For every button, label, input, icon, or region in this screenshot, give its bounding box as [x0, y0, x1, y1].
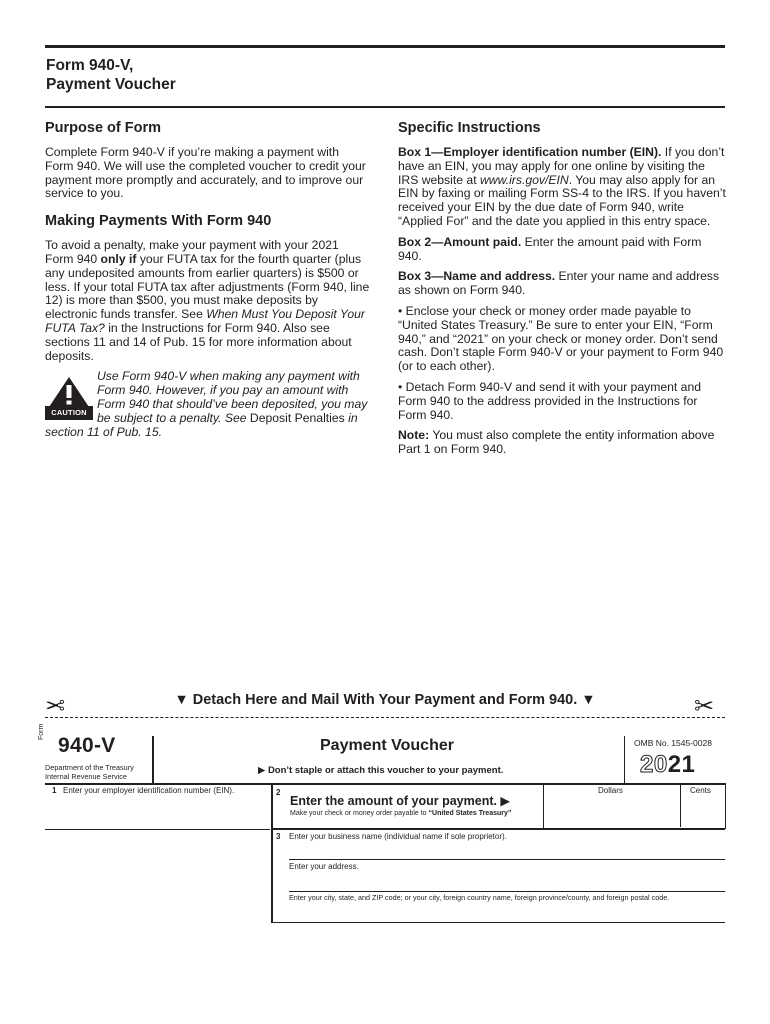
purpose-heading: Purpose of Form: [45, 120, 162, 136]
box2-number: 2: [276, 788, 281, 797]
year-outline-digits: 20: [640, 751, 668, 778]
omb-number: OMB No. 1545-0028: [634, 738, 712, 748]
box3-text: Enter your name and address as shown on Form 940.: [398, 269, 720, 298]
address-label: Enter your address.: [289, 862, 359, 871]
tax-year: [640, 751, 695, 779]
making-payments-text-3: in the Instructions for Form 940. Also see sections 11 and 14 of Pub. 15 for more information about deposits.: [45, 320, 352, 363]
cents-label: Cents: [690, 786, 711, 795]
city-label: Enter your city, state, and ZIP code; or your city, foreign country name, foreign province/county, and foreign postal code.: [289, 893, 670, 902]
box2-label: Box 2—Amount paid.: [398, 234, 522, 249]
address-line: [289, 891, 725, 892]
making-payments-heading: Making Payments With Form 940: [45, 213, 272, 230]
voucher-header-divider-right: [624, 736, 625, 784]
detach-instruction: ▼ Detach Here and Mail With Your Payment and Form 940. ▼: [174, 692, 596, 708]
title-line-1: Form 940-V,: [46, 57, 134, 74]
box1-instructions: [398, 146, 728, 229]
box1-text-a: If you don’t have an EIN, you may apply for one online by visiting the IRS website at: [398, 145, 725, 187]
business-name-line: [289, 859, 725, 860]
amount-prompt: Enter the amount of your payment. ▶: [290, 794, 511, 808]
payable-note: [290, 810, 511, 817]
payable-note-a: Make your check or money order payable to: [290, 810, 429, 817]
box1-underline: [45, 829, 270, 830]
ein-input[interactable]: [45, 796, 270, 828]
department-line-1: Department of the Treasury: [45, 763, 134, 772]
business-name-input[interactable]: [289, 842, 725, 858]
dollars-label: Dollars: [598, 786, 623, 795]
caution-note: [45, 370, 370, 439]
cents-divider: [680, 785, 681, 827]
title-line-2: Payment Voucher: [46, 76, 176, 93]
department-line-2: Internal Revenue Service: [45, 772, 127, 781]
year-solid-digits: 21: [667, 751, 696, 778]
form-word: Form: [38, 723, 45, 740]
making-payments-text: [45, 239, 370, 363]
box1-text-b: . You may also apply for an EIN by faxing or mailing Form SS-4 to the IRS. If you haven’t received your EIN by the due date of Form 940, write “Applied For” and the date you applied in this entry space.: [398, 172, 726, 228]
dont-staple-note: ▶ Don’t staple or attach this voucher to your payment.: [258, 765, 504, 776]
voucher-form-number: 940-V: [58, 734, 116, 757]
purpose-text: Complete Form 940-V if you’re making a payment with Form 940. We will use the completed voucher to credit your payment more promptly and accurately, and to improve our service to you.: [45, 145, 366, 201]
voucher-title: Payment Voucher: [320, 737, 454, 754]
only-if-emphasis: only if: [100, 251, 137, 266]
making-payments-text-2: your FUTA tax for the fourth quarter (plus any undeposited amounts from earlier quarters) is $500 or less. If your total FUTA tax after adjustments (Form 940, line 12) is more than $500, you must make deposits by electronic funds transfer. See: [45, 251, 370, 322]
making-payments-text-1: To avoid a penalty, make your payment with your 2021 Form 940: [45, 238, 339, 266]
detach-dashed-line: [45, 717, 725, 718]
box3-number: 3: [276, 832, 281, 841]
specific-heading: Specific Instructions: [398, 120, 541, 136]
box2-instructions: [398, 236, 728, 264]
business-name-label: Enter your business name (individual name if sole proprietor).: [289, 832, 507, 841]
deposit-reference: When Must You Deposit Your FUTA Tax?: [45, 307, 365, 335]
bullet-enclose: • Enclose your check or money order made payable to “United States Treasury.” Be sure to enter your EIN, “Form 940,” and “2021” on your check or money order. Don’t send cash. Don’t staple Form 940-V or your payment to Form 940 (or to each other).: [398, 303, 724, 374]
box3-instructions: [398, 270, 728, 298]
voucher-bottom-rule: [272, 922, 725, 923]
scissors-right-icon: ✂: [694, 693, 715, 720]
top-rule: [45, 45, 725, 48]
box1-label: Box 1—Employer identification number (EIN).: [398, 145, 662, 159]
box2-text: Enter the amount paid with Form 940.: [398, 234, 702, 263]
box1-number: 1: [52, 786, 57, 795]
right-column: [398, 120, 728, 464]
caution-text: [45, 370, 370, 439]
scissors-left-icon: ✂: [45, 693, 66, 720]
box1-label: Enter your employer identification number (EIN).: [63, 786, 235, 795]
bullet-detach: • Detach Form 940-V and send it with your payment and Form 940 to the address provided in the Instructions for Form 940.: [398, 379, 702, 422]
caution-text-1: Use Form 940-V when making any payment with Form 940. However, if you pay an amount with Form 940 that should’ve been deposited, you may be subject to a penalty. See: [97, 369, 368, 425]
page-title: [46, 56, 176, 94]
note: [398, 429, 728, 457]
left-column: [45, 120, 370, 439]
caution-text-3: in section 11 of Pub. 15.: [45, 410, 358, 439]
box3-label: Box 3—Name and address.: [398, 269, 556, 284]
note-label: Note:: [398, 428, 430, 443]
ein-url-link[interactable]: www.irs.gov/EIN: [479, 172, 569, 187]
title-rule: [45, 106, 725, 108]
address-input[interactable]: [289, 872, 725, 890]
voucher-section-divider: [271, 783, 273, 923]
caution-text-2: Deposit Penalties: [249, 410, 345, 425]
payable-note-b: “United States Treasury”: [428, 810, 512, 817]
note-text: You must also complete the entity information above Part 1 on Form 940.: [398, 428, 715, 457]
voucher-header-divider-left: [152, 736, 154, 784]
box2-bottom-rule: [272, 828, 725, 830]
city-input[interactable]: [289, 903, 725, 921]
caution-label: CAUTION: [45, 406, 93, 420]
caution-icon: [45, 376, 93, 422]
